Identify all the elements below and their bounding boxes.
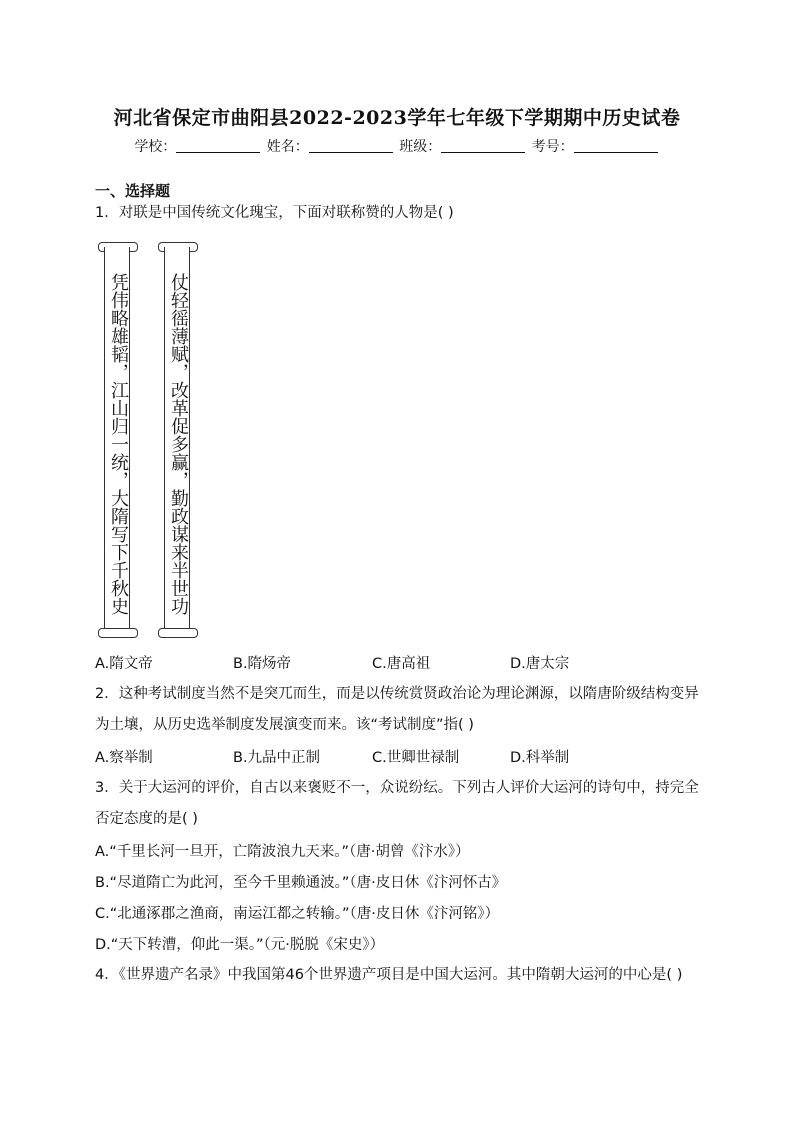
student-info-line: [0, 136, 794, 156]
school-label: 学校：: [134, 139, 177, 155]
couplet-right-text: 凭伟略雄韬，江山归一统，大隋写下千秋史: [108, 273, 129, 615]
name-blank: [309, 138, 393, 153]
question-2-stem: 2．这种考试制度当然不是突兀而生，而是以传统赏贤政治论为理论渊源，以隋唐阶级结构变异为土壤，从历史选举制度发展演变而来。该“考试制度”指( ): [95, 686, 699, 733]
option-c[interactable]: C.唐高祖: [372, 656, 431, 672]
question-4-stem: 4．《世界遗产名录》中我国第46个世界遗产项目是中国大运河。其中隋朝大运河的中心是( ): [95, 967, 683, 983]
option-a[interactable]: A.察举制: [95, 750, 153, 766]
name-label: 姓名：: [266, 139, 309, 155]
option-d[interactable]: D.“天下转漕，仰此一渠。”（元·脱脱《宋史》）: [95, 937, 385, 953]
option-c[interactable]: C.世卿世禄制: [372, 750, 460, 766]
school-blank: [176, 138, 260, 153]
question-1-stem: 1．对联是中国传统文化瑰宝，下面对联称赞的人物是( ): [95, 205, 454, 221]
option-a[interactable]: A.隋文帝: [95, 656, 153, 672]
question-3-stem: 3．关于大运河的评价，自古以来褒贬不一，众说纷纭。下列古人评价大运河的诗句中，持完全否定态度的是( ): [95, 780, 699, 827]
option-c[interactable]: C.“北通涿郡之渔商，南运江都之转输。”（唐·皮日休《汴河铭》）: [95, 906, 500, 922]
option-b[interactable]: B.隋炀帝: [233, 656, 292, 672]
option-b[interactable]: B.“尽道隋亡为此河，至今千里赖通波。”（唐·皮日休《汴河怀古》: [95, 875, 507, 891]
section-heading: 一、选择题: [95, 182, 171, 200]
page-title: 河北省保定市曲阳县2022-2023学年七年级下学期期中历史试卷: [113, 107, 681, 129]
class-blank: [441, 138, 525, 153]
option-d[interactable]: D.唐太宗: [510, 656, 570, 672]
option-b[interactable]: B.九品中正制: [233, 750, 321, 766]
couplet-right-scroll: [102, 242, 132, 638]
number-label: 考号：: [531, 139, 574, 155]
couplet-left-scroll: [162, 242, 192, 638]
class-label: 班级：: [399, 139, 442, 155]
number-blank: [574, 138, 658, 153]
option-d[interactable]: D.科举制: [510, 750, 570, 766]
question-2-options: [95, 746, 705, 768]
option-a[interactable]: A.“千里长河一旦开，亡隋波浪九天来。”（唐·胡曾《汴水》）: [95, 844, 470, 860]
question-1-options: [95, 652, 705, 674]
couplet-left-text: 仗轻徭薄赋，改革促多赢，勤政谋来半世功: [168, 273, 189, 615]
